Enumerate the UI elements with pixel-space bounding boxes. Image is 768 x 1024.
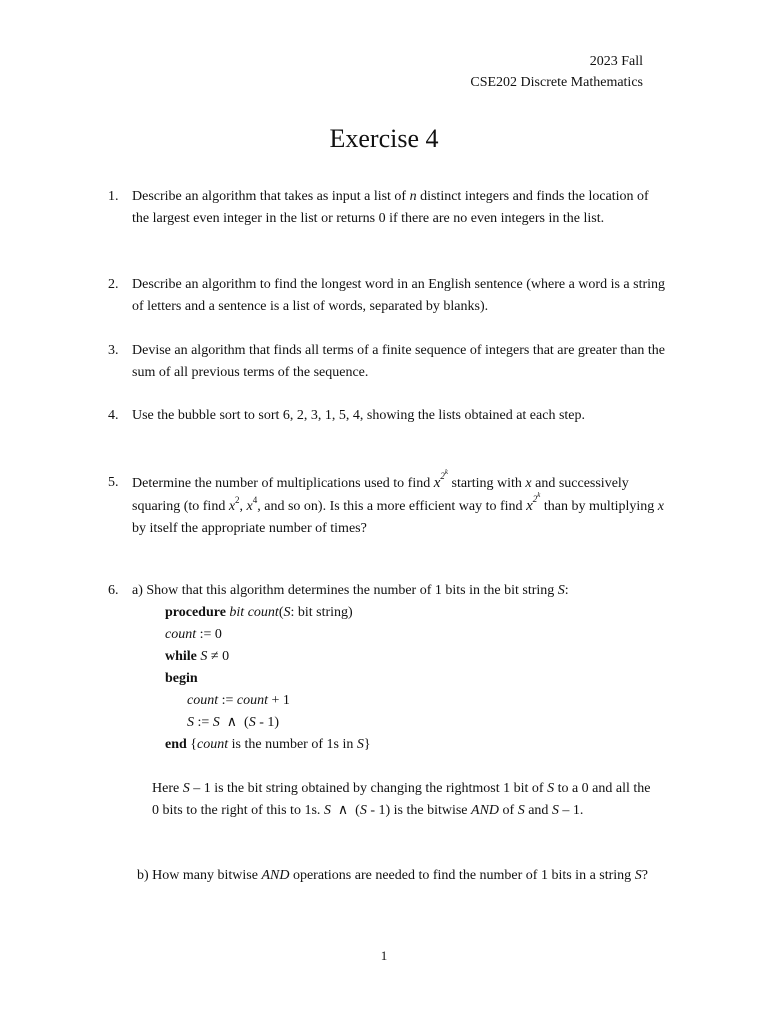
course-label: CSE202 Discrete Mathematics [470,75,643,90]
code-line: end {count is the number of 1s in S} [165,737,371,752]
code-line: begin [165,671,198,686]
math-x-2k: $x^{2^k}$ [526,491,541,514]
pseudocode-block [165,602,371,756]
item-number: 5. [108,475,119,490]
item-text: Use the bubble sort to sort 6, 2, 3, 1, 5, 4, showing the lists obtained at each step. [132,408,585,423]
exercise-item-1 [108,186,668,230]
exercise-item-4 [108,405,668,427]
item-number: 4. [108,408,119,423]
exercise-item-6 [108,580,668,602]
item-text: Describe an algorithm to find the longest word in an English sentence (where a word is a string of letters and a sentence is a list of words, separated by blanks). [132,277,666,314]
exercise-item-5 [108,468,668,540]
item-text: Determine the number of multiplications used to find $x^{2^k}$ starting with x and successively squaring (to find $x^2$, $x^4$, and so on). Is this a more efficient way to find $x^{2^k}$ than by multiplying x by itself the appropriate number of times? [132,468,665,536]
item-text: a) Show that this algorithm determines the number of 1 bits in the bit string S: [132,583,569,598]
exercise-item-2 [108,274,668,318]
item-number: 1. [108,189,119,204]
item-number: 6. [108,583,119,598]
code-line: count := 0 [165,627,222,642]
code-line: S := S ∧ (S - 1) [187,715,280,730]
item-text: Devise an algorithm that finds all terms of a finite sequence of integers that are greater than the sum of all previous terms of the sequence. [132,343,665,380]
code-line: while S ≠ 0 [165,649,230,664]
code-line: count := count + 1 [187,693,290,708]
math-x-2k: $x^{2^k}$ [433,468,448,491]
item-number: 2. [108,277,119,292]
page-number: 1 [380,948,388,963]
code-line: procedure bit count(S: bit string) [165,605,353,620]
exercise-item-3 [108,340,668,384]
item-number: 3. [108,343,119,358]
term-label: 2023 Fall [589,54,643,69]
question-part-b: b) How many bitwise AND operations are needed to find the number of 1 bits in a string S? [137,868,648,883]
page-title: Exercise 4 [329,124,439,153]
explanation-paragraph: Here S – 1 is the bit string obtained by changing the rightmost 1 bit of S to a 0 and all the 0 bits to the right of this to 1s. S ∧ (S - 1) is the bitwise AND of S and S – 1. [152,781,651,818]
item-text: Describe an algorithm that takes as input a list of n distinct integers and finds the location of the largest even integer in the list or returns 0 if there are no even integers in the list. [132,189,649,226]
course-header [470,51,643,93]
